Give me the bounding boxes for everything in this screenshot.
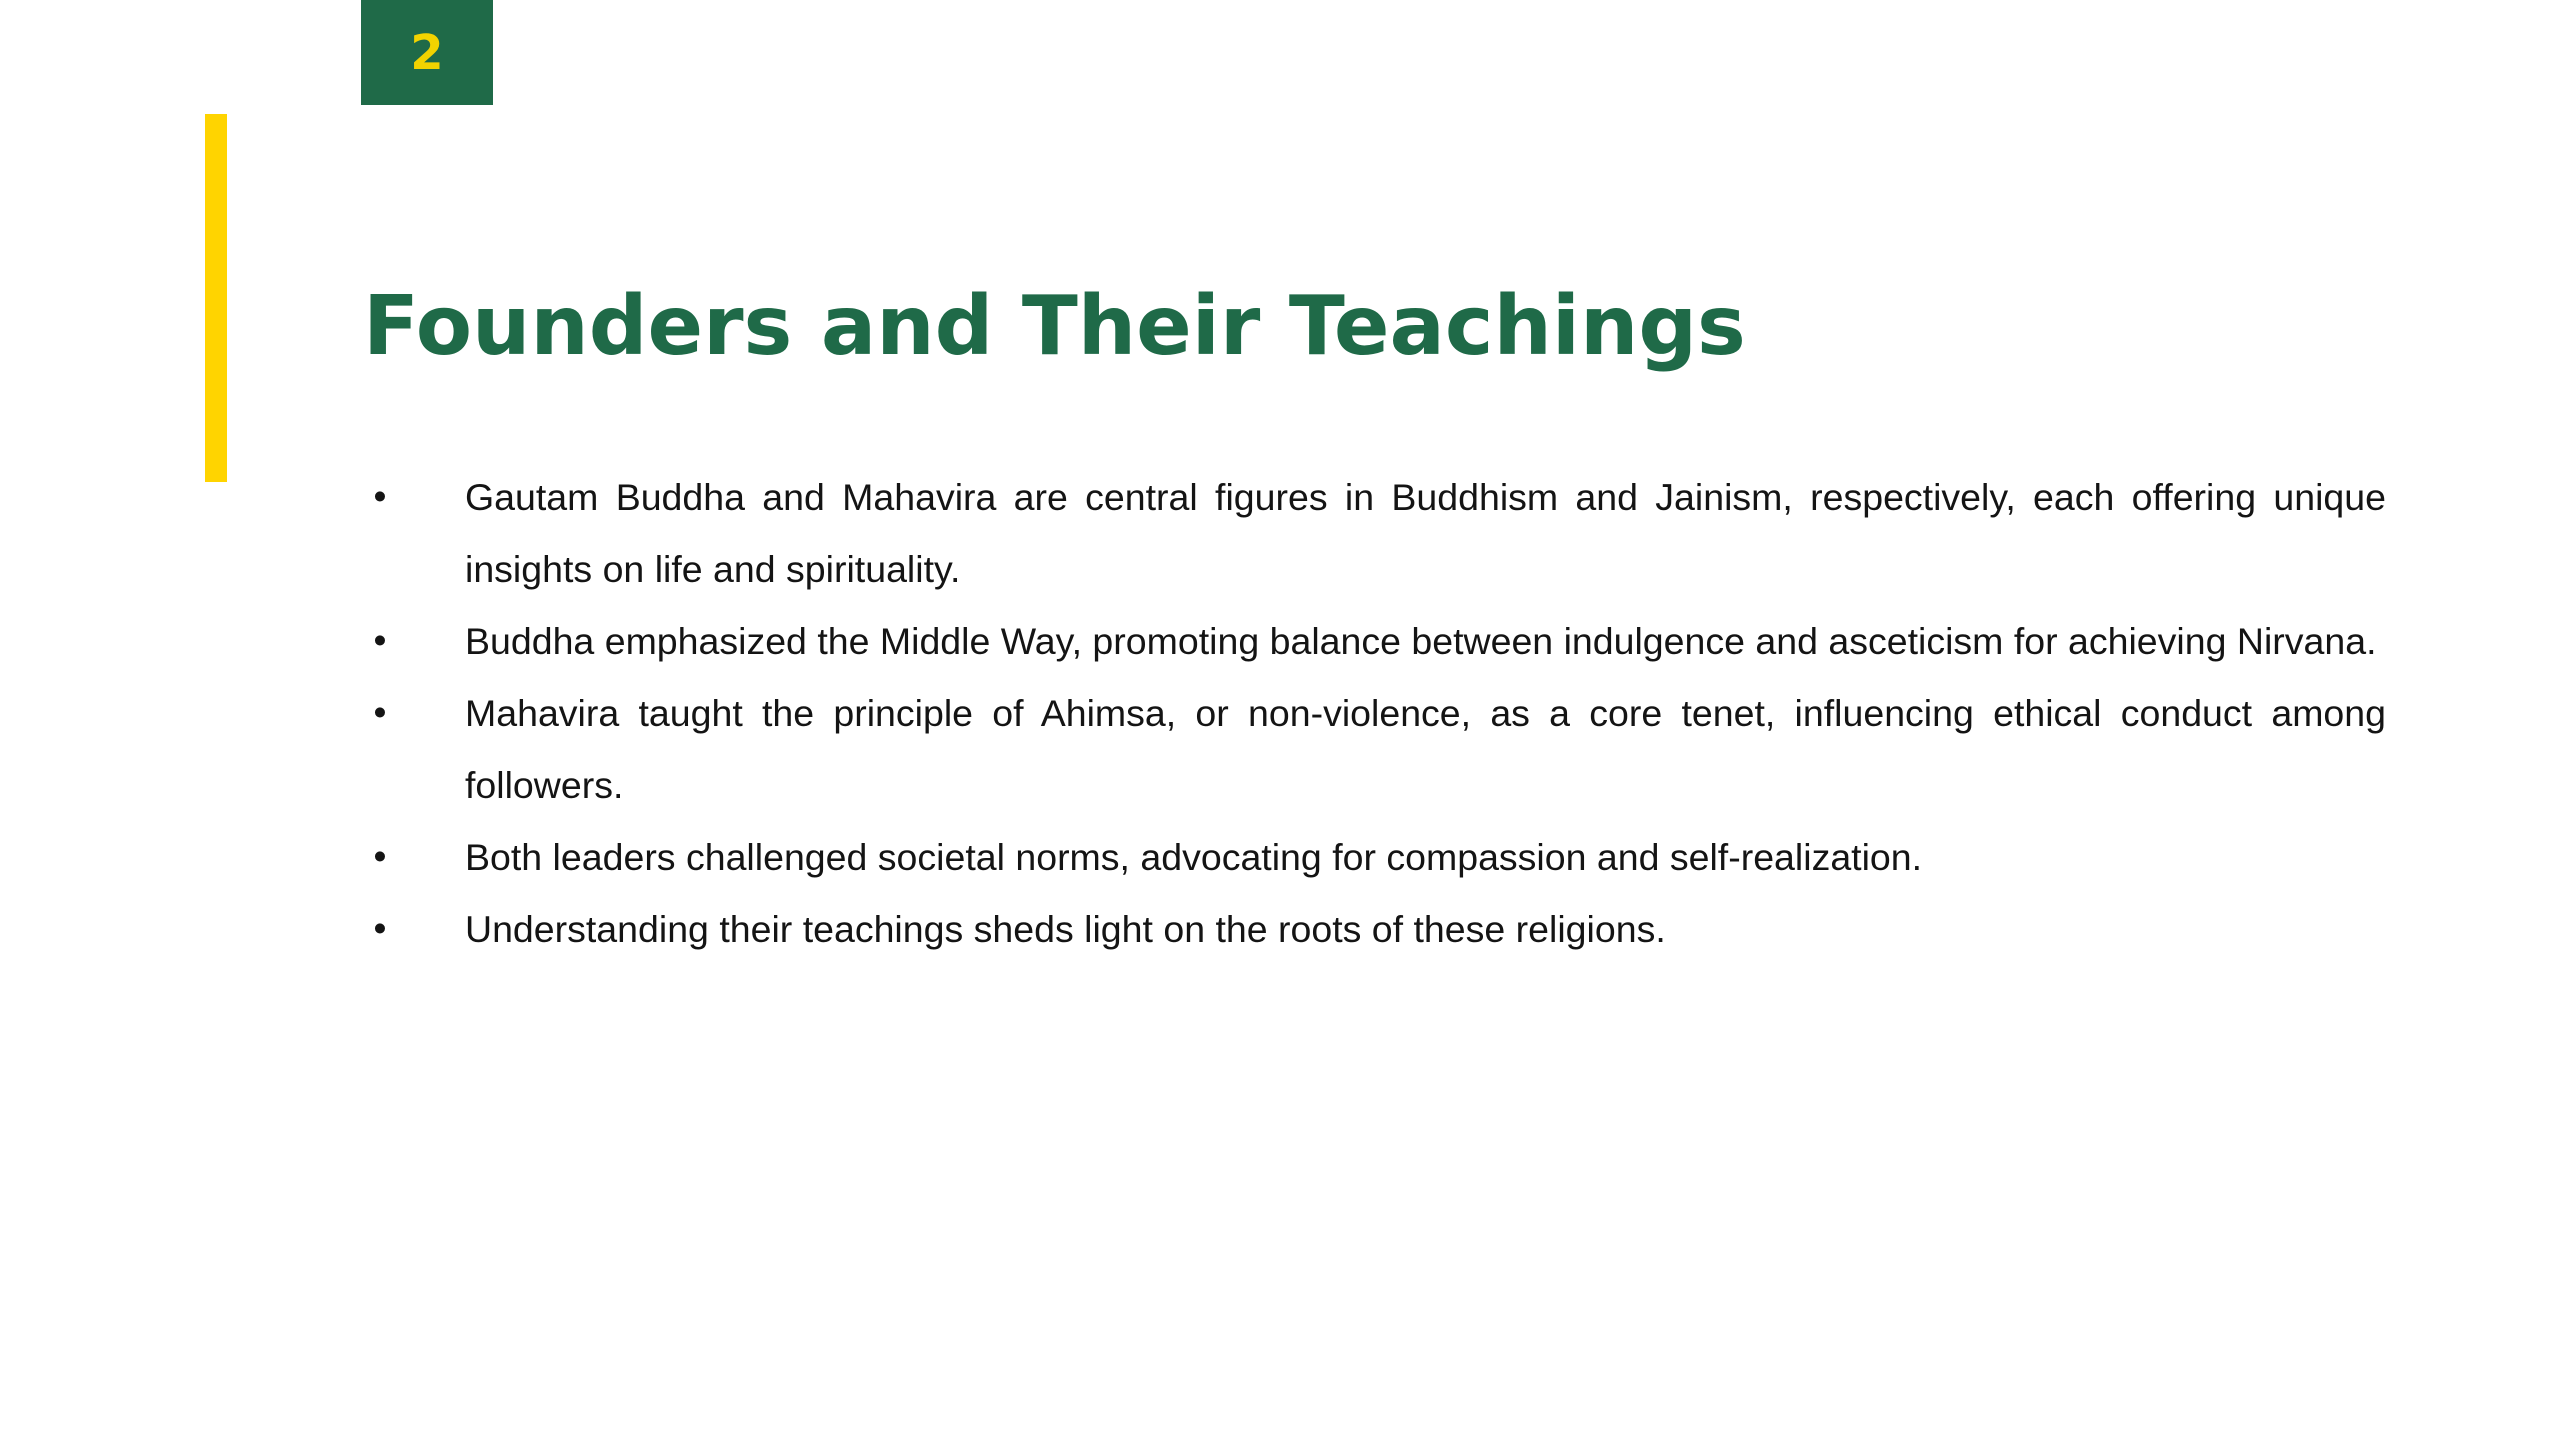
bullet-text: Understanding their teachings sheds light on the roots of these religions. [465,908,1666,950]
bullet-item [363,605,2386,677]
bullet-item [363,677,2386,821]
bullet-text: Both leaders challenged societal norms, advocating for compassion and self-realization. [465,836,1923,878]
bullet-item [363,821,2386,893]
accent-bar [205,114,227,482]
bullet-marker: • [373,692,387,733]
bullet-text: Mahavira taught the principle of Ahimsa, or non-violence, as a core tenet, influencing ethical conduct among followers. [465,692,2386,806]
page-number: 2 [410,24,444,81]
bullet-text: Buddha emphasized the Middle Way, promoting balance between indulgence and asceticism for achieving Nirvana. [465,620,2377,662]
bullet-marker: • [373,476,387,517]
bullet-marker: • [373,836,387,877]
page-number-badge [361,0,493,105]
slide-title: Founders and Their Teachings [363,279,1746,374]
bullet-text: Gautam Buddha and Mahavira are central figures in Buddhism and Jainism, respectively, each offering unique insights on life and spirituality. [465,476,2386,590]
bullet-marker: • [373,908,387,949]
bullet-marker: • [373,620,387,661]
bullet-list [363,461,2386,965]
bullet-item [363,461,2386,605]
bullet-item [363,893,2386,965]
